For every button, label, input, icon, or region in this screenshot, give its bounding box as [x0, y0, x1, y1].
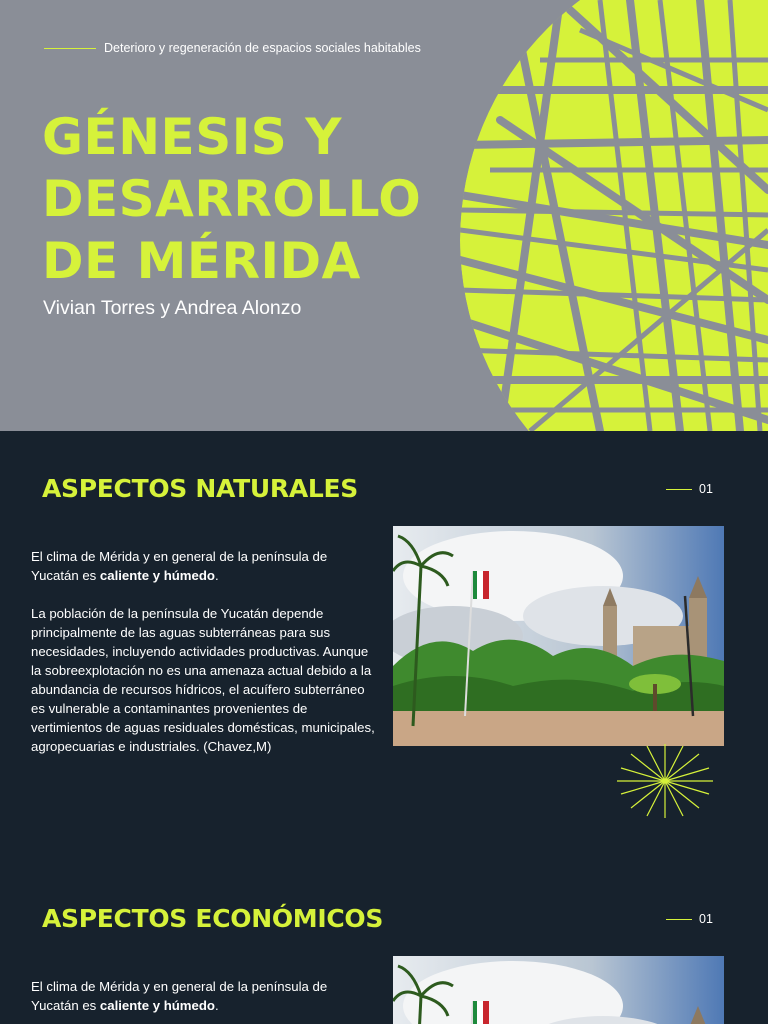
cover-title [42, 106, 442, 292]
text-bold: caliente y húmedo [99, 998, 215, 1013]
text-run: El clima de Mérida y en general de la península de Yucatán es [31, 979, 328, 1013]
merida-plaza-photo [393, 956, 724, 1024]
section-heading: ASPECTOS NATURALES [42, 474, 359, 503]
merida-plaza-photo [393, 526, 724, 746]
title-line: GÉNESIS Y [42, 108, 342, 166]
city-map-graphic [460, 0, 768, 431]
text-run: El clima de Mérida y en general de la península de Yucatán es [31, 549, 328, 583]
text-run: . [214, 998, 219, 1013]
title-line: DE MÉRIDA [42, 232, 361, 290]
starburst-decoration [617, 744, 713, 818]
cover-section [0, 0, 768, 431]
cover-subtitle: Deterioro y regeneración de espacios sociales habitables [104, 41, 421, 55]
number-rule [666, 919, 692, 920]
section-number: 01 [699, 482, 713, 496]
title-line: DESARROLLO [42, 170, 422, 228]
cover-authors: Vivian Torres y Andrea Alonzo [43, 297, 302, 319]
section-economic [0, 861, 768, 1024]
section-number: 01 [699, 912, 713, 926]
paragraph [31, 977, 376, 1015]
paragraph: La población de la península de Yucatán depende principalmente de las aguas subterráneas para sus necesidades, incluyendo actividades productivas. Aunque la sobreexplotación no es una amenaza actual debido a la abundancia de recursos hídricos, el acuífero subterráneo es vulnerable a contaminantes provenientes de vertimientos de aguas residuales domésticas, municipales, agropecuarias e industriales. (Chavez,M) [31, 606, 375, 754]
number-rule [666, 489, 692, 490]
text-run: . [214, 568, 219, 583]
subtitle-rule [44, 48, 96, 49]
section-heading: ASPECTOS ECONÓMICOS [42, 904, 384, 933]
section-natural [0, 431, 768, 861]
paragraph [31, 547, 376, 585]
text-bold: caliente y húmedo [99, 568, 215, 583]
section-body [31, 547, 376, 756]
section-body [31, 977, 376, 1015]
